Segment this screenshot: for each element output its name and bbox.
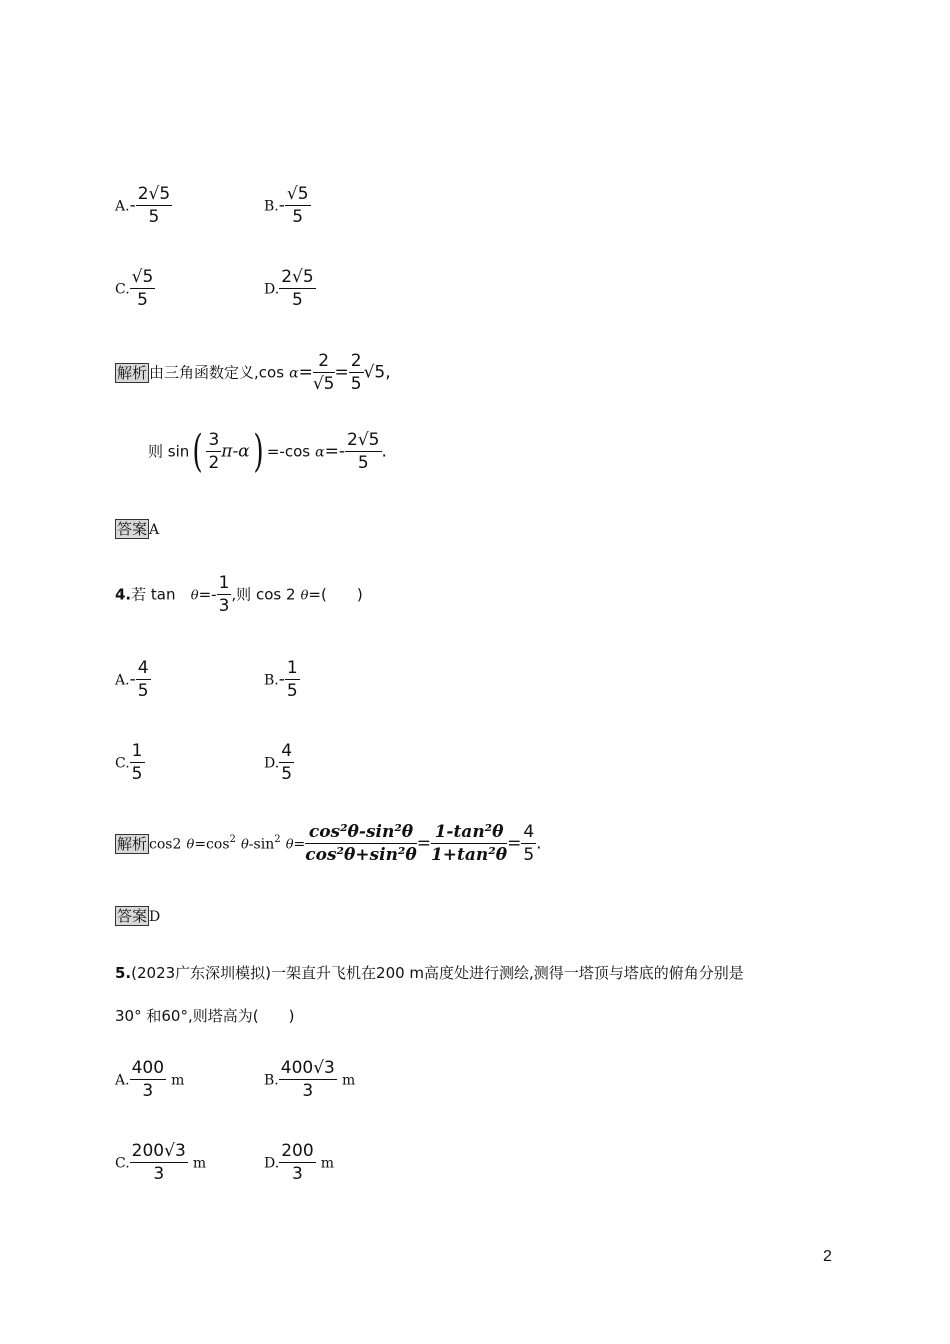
question-number: 4.	[115, 585, 132, 604]
minus-sign: -	[278, 195, 285, 216]
fraction: $\frac{√5}{5}$	[286, 184, 309, 227]
q4-analysis: 解析 cos2 $\theta=\cos^2$ $\theta-\sin^2$ θ= $\frac{\text{cos²θ-sin²θ}}{\text{cos²θ+sin²θ}}$ = $\frac{\text{1-tan²θ}}{\text{1+tan²θ}}$ = $\frac{4}{5}$ .	[117, 822, 542, 865]
fraction: $\frac{1}{5}$	[131, 741, 143, 784]
option-label: B.	[264, 672, 279, 689]
analysis-tag: 解析	[117, 834, 148, 853]
minus-sign: -	[129, 195, 136, 216]
option-label: A.	[115, 1072, 130, 1089]
q3-option-d	[264, 269, 316, 309]
option-label: D.	[264, 1155, 280, 1172]
fraction: $\frac{√5}{5}$	[131, 267, 154, 310]
fraction: $\frac{4}{5}$	[281, 741, 293, 784]
fraction: $\frac{\text{1-tan²θ}}{\text{1+tan²θ}}$	[430, 822, 508, 865]
q3-answer: 答案 A	[117, 520, 160, 538]
q5-option-b: B. $\frac{400√3}{3}$ m	[264, 1058, 356, 1101]
question-number: 5.	[115, 964, 132, 982]
fraction: $\frac{2}{5}$	[350, 351, 362, 394]
fraction: $\frac{4}{5}$	[137, 658, 149, 701]
fraction: $\frac{400}{3}$	[131, 1058, 165, 1101]
q4-option-a: A.- $\frac{4}{5}$	[115, 658, 149, 701]
right-paren: )	[253, 426, 264, 477]
fraction: $\frac{1}{3}$	[218, 573, 230, 616]
q3-option-a	[115, 186, 172, 226]
option-label: B.	[264, 1072, 279, 1089]
fraction: $\frac{2√5}{5}$	[347, 430, 380, 473]
option-label: A.	[115, 198, 130, 215]
option-label: C.	[115, 755, 130, 772]
q3-analysis: 解析 由三角函数定义,cos α= $\frac{2}{√5}$ = $\frac{2}{5}$ √5,	[117, 351, 391, 394]
q5-option-c: C. $\frac{200√3}{3}$ m	[115, 1141, 207, 1184]
q3-option-b	[264, 186, 311, 226]
option-label: A.	[115, 672, 130, 689]
q4-option-b: B.- $\frac{1}{5}$	[264, 658, 298, 701]
option-label: D.	[264, 281, 280, 298]
fraction: $\frac{2√5}{5}$	[281, 267, 314, 310]
answer-tag: 答案	[117, 907, 148, 925]
fraction: $\frac{2√5}{5}$	[137, 184, 171, 227]
q5-option-a: A. $\frac{400}{3}$ m	[115, 1058, 185, 1101]
fraction: $\frac{\text{cos²θ-sin²θ}}{\text{cos²θ+sin²θ}}$	[305, 822, 417, 865]
q5-stem-line2: 30° 和60°,则塔高为( )	[115, 1007, 295, 1025]
q4-option-c	[115, 743, 145, 783]
option-label: C.	[115, 1155, 130, 1172]
q3-analysis-line2: 则 sin( $\frac{3}{2}$ π-α) =-cos α=- $\frac{2√5}{5}$ .	[148, 426, 387, 477]
option-label: C.	[115, 281, 130, 298]
analysis-tag: 解析	[117, 363, 148, 382]
q4-option-d	[264, 743, 294, 783]
page-number: 2	[823, 1248, 832, 1265]
q5-option-d: D. $\frac{200}{3}$ m	[264, 1141, 335, 1184]
q3-option-c	[115, 269, 155, 309]
answer-tag: 答案	[117, 520, 148, 538]
fraction: $\frac{200√3}{3}$	[131, 1141, 186, 1184]
q4-answer: 答案 D	[117, 907, 161, 925]
left-paren: (	[192, 426, 204, 477]
fraction: $\frac{3}{2}$	[208, 430, 220, 473]
fraction: $\frac{2}{√5}$	[312, 351, 335, 394]
fraction: $\frac{4}{5}$	[523, 822, 535, 865]
option-label: B.	[264, 198, 279, 215]
q4-stem: 4.若 tan θ=- $\frac{1}{3}$ ,则 cos 2 θ=( )	[115, 573, 363, 616]
q5-stem-line1: 5.(2023广东深圳模拟)一架直升飞机在200 m高度处进行测绘,测得一塔顶与塔底的俯角分别是	[115, 964, 744, 982]
fraction: $\frac{1}{5}$	[286, 658, 298, 701]
option-label: D.	[264, 755, 280, 772]
fraction: $\frac{400√3}{3}$	[280, 1058, 335, 1101]
fraction: $\frac{200}{3}$	[281, 1141, 314, 1184]
